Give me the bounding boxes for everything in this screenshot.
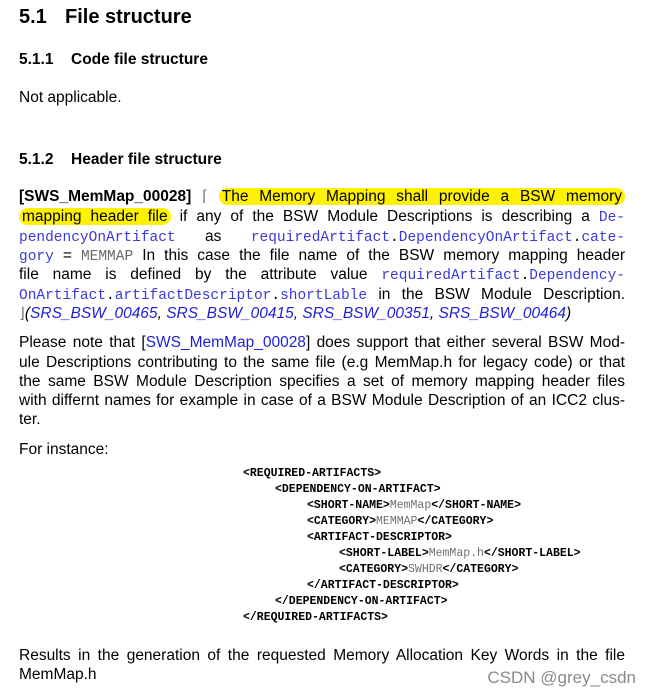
paren: ( <box>24 305 31 322</box>
subsection-heading-header <box>19 151 222 169</box>
requirement-id: [SWS_MemMap_00028] <box>19 188 192 205</box>
code-link[interactable]: cate- <box>581 230 625 246</box>
code-line: </ARTIFACT-DESCRIPTOR> <box>307 579 459 592</box>
code-link[interactable]: gory <box>19 249 54 265</box>
code-link[interactable]: requiredArtifact <box>381 268 521 284</box>
code-line: <DEPENDENCY-ON-ARTIFACT> <box>275 483 441 496</box>
requirement-text: = <box>53 247 81 264</box>
note-text: ] does support that either several BSW Mod- <box>305 334 625 351</box>
code-line: <SHORT-NAME>MemMap</SHORT-NAME> <box>307 499 521 512</box>
requirement-text: file name is defined by the attribute value <box>19 266 382 283</box>
requirement-line-5 <box>19 265 625 287</box>
highlighted-text: The Memory Mapping shall provide a BSW memory <box>219 188 625 205</box>
requirement-line-1 <box>19 187 625 207</box>
section-heading <box>19 6 192 29</box>
code-link[interactable]: De- <box>598 210 625 226</box>
trace-link[interactable]: SRS_BSW_00351 <box>302 305 430 322</box>
result-line-1: Results in the generation of the requested Memory Allocation Key Words in the file <box>19 647 625 664</box>
separator: , <box>429 305 439 322</box>
code-line: <REQUIRED-ARTIFACTS> <box>243 467 382 480</box>
code-line: <CATEGORY>MEMMAP</CATEGORY> <box>307 515 494 528</box>
code-link[interactable]: shortLable <box>280 288 368 304</box>
requirement-text: as <box>175 228 251 245</box>
result-line-2: MemMap.h <box>19 666 97 683</box>
dot: . <box>390 230 399 246</box>
code-link[interactable]: pendencyOnArtifact <box>19 230 176 246</box>
note-line-4: with differnt names for example in case of a BSW Module Description of an ICC2 clus- <box>19 392 625 409</box>
dot: . <box>271 288 281 304</box>
code-value: MEMMAP <box>80 249 134 265</box>
subsection-title: Code file structure <box>71 51 208 68</box>
requirement-text: in the BSW Module Description. <box>367 286 625 303</box>
trace-link[interactable]: SRS_BSW_00415 <box>166 305 294 322</box>
dot: . <box>520 268 530 284</box>
code-link[interactable]: Dependency- <box>529 268 625 284</box>
note-line-1 <box>19 333 625 353</box>
requirement-link[interactable]: SWS_MemMap_00028 <box>145 334 306 351</box>
requirement-trace-line <box>19 304 625 324</box>
subsection-title: Header file structure <box>71 151 222 168</box>
for-instance-label: For instance: <box>19 441 109 458</box>
note-line-3: the same BSW Module Description specifies a set of memory mapping header files <box>19 373 625 390</box>
watermark: CSDN @grey_csdn <box>487 668 636 687</box>
code-example <box>243 466 581 626</box>
subsection-heading-code <box>19 51 208 69</box>
separator: , <box>293 305 303 322</box>
requirement-line-2 <box>19 207 625 229</box>
code-line: <ARTIFACT-DESCRIPTOR> <box>307 531 452 544</box>
code-link[interactable]: requiredArtifact <box>250 230 391 246</box>
note-line-5: ter. <box>19 411 41 428</box>
code-line: <CATEGORY>SWHDR</CATEGORY> <box>339 563 519 576</box>
close-bracket: ⌋ <box>19 305 25 322</box>
section-number: 5.1 <box>19 6 47 28</box>
code-line: </DEPENDENCY-ON-ARTIFACT> <box>275 595 448 608</box>
code-file-body: Not applicable. <box>19 89 122 106</box>
requirement-text: if any of the BSW Module Descriptions is describing a <box>170 208 599 225</box>
code-line: <SHORT-LABEL>MemMap.h</SHORT-LABEL> <box>339 547 581 560</box>
trace-link[interactable]: SRS_BSW_00464 <box>438 305 567 322</box>
dot: . <box>572 230 582 246</box>
paren: ) <box>566 305 572 322</box>
note-line-2: ule Descriptions contributing to the same file (e.g MemMap.h for legacy code) or that <box>19 354 625 371</box>
requirement-text: In this case the file name of the BSW memory mapping header <box>133 247 625 264</box>
note-text: Please note that [ <box>19 334 146 351</box>
code-link[interactable]: DependencyOnArtifact <box>398 230 573 246</box>
dot: . <box>106 288 115 304</box>
trace-link[interactable]: SRS_BSW_00465 <box>30 305 158 322</box>
code-link[interactable]: OnArtifact <box>19 288 107 304</box>
code-link[interactable]: artifactDescriptor <box>114 288 272 304</box>
separator: , <box>157 305 167 322</box>
open-bracket: ⌈ <box>202 188 208 205</box>
highlighted-text: mapping header file <box>19 208 171 225</box>
subsection-number: 5.1.1 <box>19 51 54 68</box>
subsection-number: 5.1.2 <box>19 151 54 168</box>
section-title: File structure <box>65 6 192 28</box>
code-line: </REQUIRED-ARTIFACTS> <box>243 611 388 624</box>
